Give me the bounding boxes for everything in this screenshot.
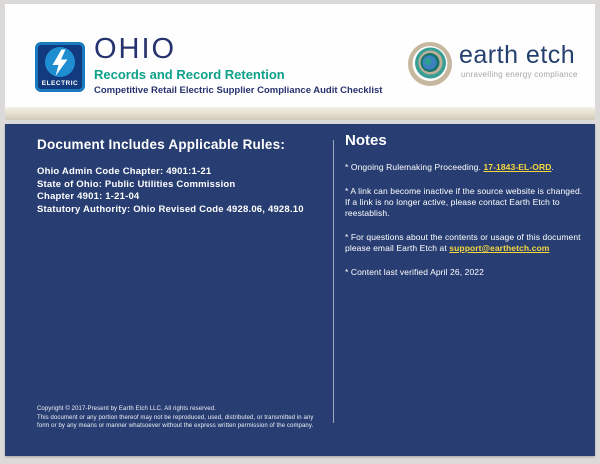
rule-line: Chapter 4901: 1-21-04 <box>37 191 140 202</box>
note-text: * For questions about the contents or usage of this document please email Earth Etch at <box>345 232 581 253</box>
rules-lines <box>37 166 327 216</box>
rule-line: State of Ohio: Public Utilities Commission <box>37 178 236 190</box>
note-verified-date: * Content last verified April 26, 2022 <box>345 267 484 277</box>
note-inactive-link: * A link can become inactive if the source website is changed. If a link is no longer active, please contact Earth Etch to reestablish. <box>345 186 583 218</box>
rule-line: Statutory Authority: Ohio Revised Code 4928.06, 4928.10 <box>37 203 304 215</box>
copyright-line: This document or any portion thereof may not be reproduced, used, distributed, or transmitted in any <box>37 414 314 421</box>
rulemaking-proceeding-link[interactable]: 17-1843-EL-ORD <box>483 162 552 172</box>
earth-etch-logo <box>406 39 581 91</box>
copyright-line: Copyright © 2017-Present by Earth Etch LLC. All rights reserved. <box>37 406 216 412</box>
page-subtitle: Records and Record Retention <box>94 67 285 82</box>
page-title: OHIO <box>94 33 177 65</box>
notes-heading: Notes <box>345 132 387 149</box>
rules-heading: Document Includes Applicable Rules: <box>37 137 286 152</box>
copyright-line: form or by any means or manner whatsoever without the express written permission of the company. <box>37 423 314 429</box>
note-rulemaking <box>345 162 583 173</box>
header-section <box>5 4 595 107</box>
body-section <box>5 124 595 456</box>
note-questions <box>345 232 583 254</box>
page-description: Competitive Retail Electric Supplier Compliance Audit Checklist <box>94 85 383 96</box>
electric-badge-label: ELECTRIC <box>41 80 79 87</box>
applicable-rules-block <box>37 137 327 216</box>
title-block <box>94 34 382 96</box>
notes-block <box>345 132 583 290</box>
logo-tagline: unravelling energy compliance <box>461 70 578 79</box>
logo-name: earth etch <box>459 41 576 69</box>
note-text: . <box>551 162 554 172</box>
earth-etch-swirl-icon <box>406 40 454 88</box>
note-text: * Ongoing Rulemaking Proceeding. <box>345 162 484 172</box>
copyright-notice <box>37 405 313 431</box>
support-email-link[interactable]: support@earthetch.com <box>449 243 550 253</box>
header-shadow-divider <box>5 107 595 120</box>
rule-line: Ohio Admin Code Chapter: 4901:1-21 <box>37 166 212 177</box>
column-divider <box>333 140 334 423</box>
electric-badge <box>35 42 85 92</box>
